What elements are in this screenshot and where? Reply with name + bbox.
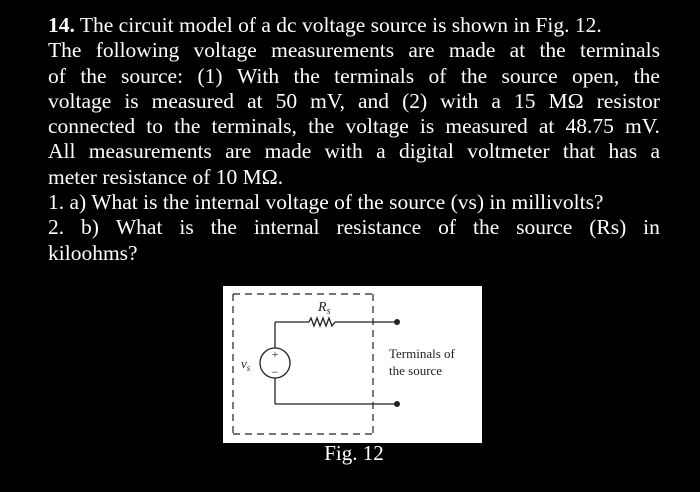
problem-line-6: All measurements are made with a digital voltmeter that has a [48, 139, 660, 164]
source-label-main: v [241, 356, 247, 371]
problem-text [48, 13, 660, 266]
resistor-label-main: R [318, 300, 327, 315]
resistor-label-sub: s [326, 306, 331, 317]
problem-line-4: voltage is measured at 50 mV, and (2) with a 15 MΩ resistor [48, 88, 660, 113]
problem-line-1-text: The circuit model of a dc voltage source is shown in Fig. 12. [79, 13, 602, 37]
question-a: 1. a) What is the internal voltage of the source (vs) in millivolts? [48, 190, 604, 215]
question-b-continued: kiloohms? [48, 240, 138, 265]
terminals-label-line-2: the source [389, 363, 443, 378]
problem-line-2: The following voltage measurements are made at the terminals [48, 38, 660, 63]
plus-sign: + [271, 347, 279, 361]
source-label-sub: s [246, 363, 251, 373]
terminal-bottom [394, 401, 400, 407]
figure-caption: Fig. 12 [324, 441, 384, 465]
resistor-label [317, 300, 331, 317]
problem-line-3: of the source: (1) With the terminals of the source open, the [48, 63, 660, 88]
question-b: 2. b) What is the internal resistance of the source (Rs) in [48, 215, 660, 240]
circuit-figure [223, 286, 482, 443]
terminals-label-line-1: Terminals of [389, 346, 455, 361]
circuit-wires [275, 322, 397, 404]
terminal-top [394, 319, 400, 325]
circuit-diagram [223, 286, 482, 443]
problem-line-1 [48, 13, 660, 38]
minus-sign: − [271, 365, 279, 379]
problem-line-7: meter resistance of 10 MΩ. [48, 164, 284, 189]
problem-number: 14. [48, 13, 75, 37]
source-label [241, 356, 251, 373]
source-enclosure [233, 294, 373, 434]
resistor-symbol [309, 318, 335, 326]
problem-line-5: connected to the terminals, the voltage is measured at 48.75 mV. [48, 114, 660, 139]
